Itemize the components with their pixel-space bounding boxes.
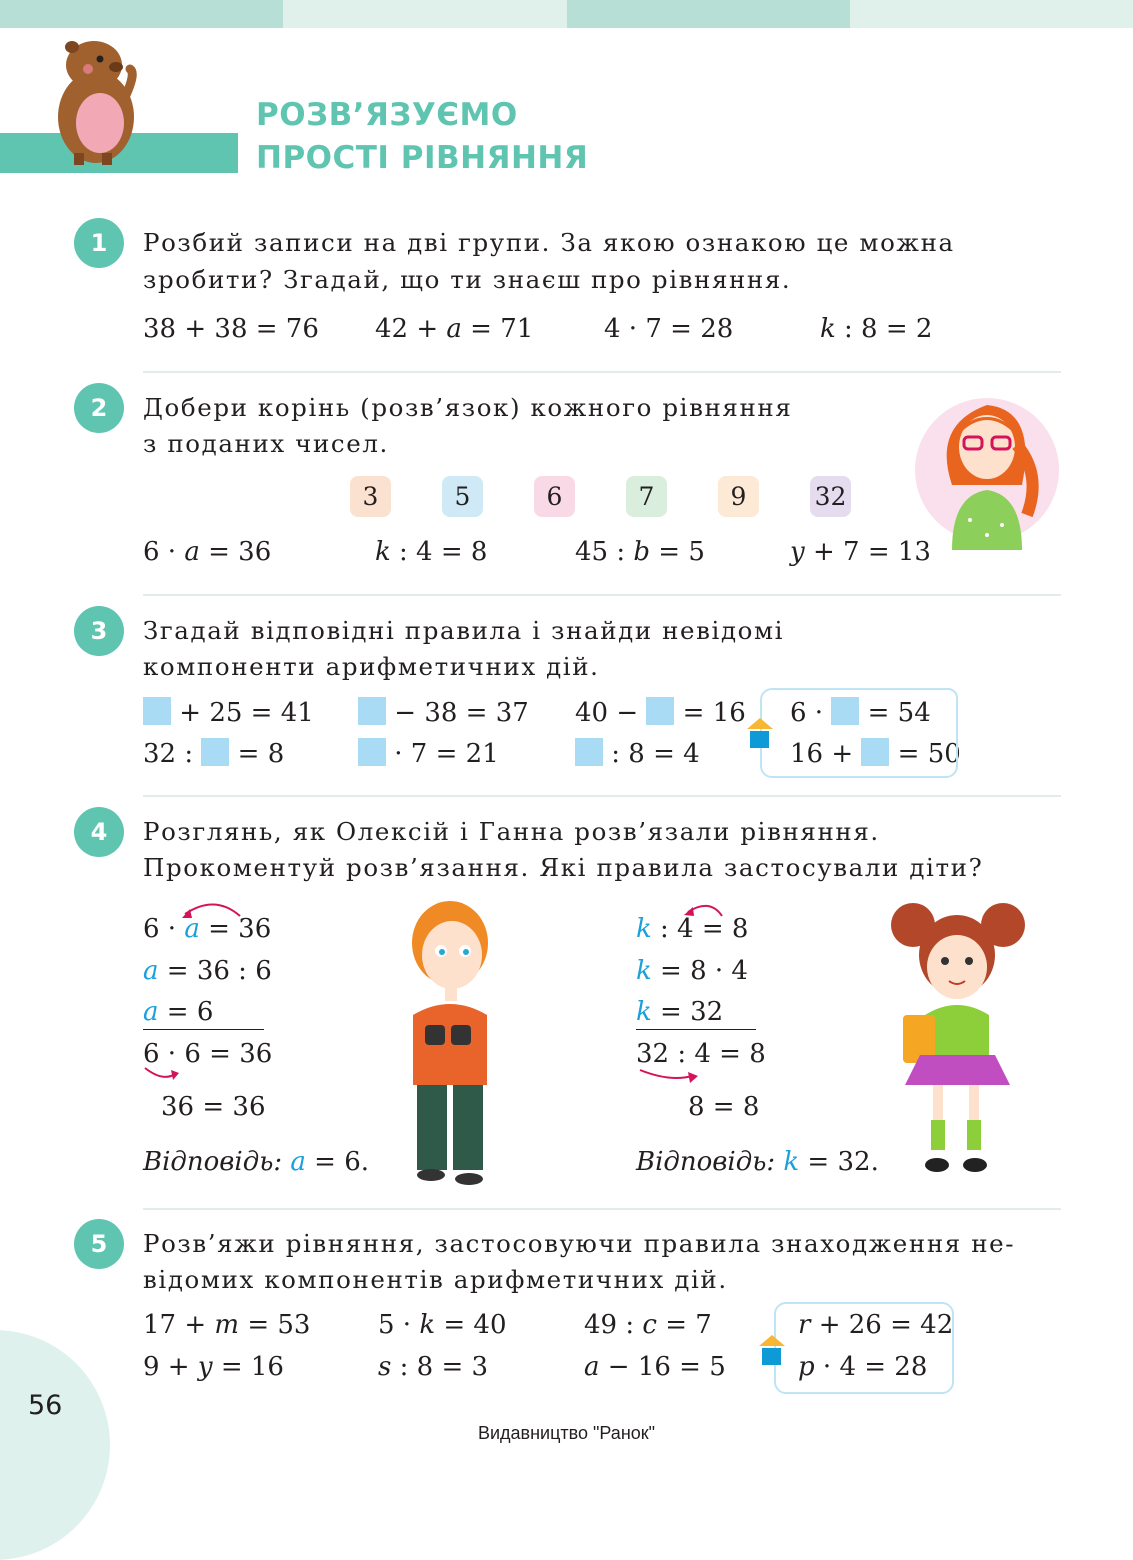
unknown-box[interactable] [646, 697, 674, 725]
task1-text-line2: зробити? Згадай, що ти знаєш про рівняння. [143, 265, 792, 294]
separator [143, 1208, 1061, 1210]
task5-equation: 9 + y = 16 [143, 1352, 284, 1382]
task5-equation: a − 16 = 5 [584, 1352, 726, 1382]
capybara-illustration [48, 35, 140, 167]
root-choice-chip: 9 [718, 476, 759, 517]
right-solution-line-2: k = 8 · 4 [636, 956, 748, 986]
left-solution-result: 36 = 36 [161, 1092, 266, 1122]
difficulty-house-icon [746, 716, 774, 750]
advanced-level-bracket [760, 688, 958, 778]
page-corner-decoration [0, 1330, 110, 1560]
task5-text-line2: відомих компонентів арифметичних дій. [143, 1265, 728, 1294]
page-title-line2: ПРОСТІ РІВНЯННЯ [256, 140, 589, 176]
left-solution-line-3: a = 6 [143, 997, 214, 1027]
separator [143, 594, 1061, 596]
top-bar-segment-4 [850, 0, 1133, 28]
left-solution-line-1: 6 · a = 36 [143, 914, 272, 944]
task5-equation: 17 + m = 53 [143, 1310, 311, 1340]
difficulty-house-icon [758, 1333, 786, 1367]
task3-text-line2: компоненти арифметичних дій. [143, 652, 600, 681]
task5-equation: r + 26 = 42 [798, 1310, 954, 1340]
task2-text-line1: Добери корінь (розв’язок) кожного рівняння [143, 393, 793, 422]
check-divider-line [143, 1029, 264, 1030]
task5-equation: 49 : c = 7 [584, 1310, 712, 1340]
task1-text-line1: Розбий записи на дві групи. За якою ознакою це можна [143, 228, 955, 257]
girl-hanna-illustration [885, 895, 1030, 1185]
task3-text-line1: Згадай відповідні правила і знайди невідомі [143, 616, 785, 645]
right-solution-line-3: k = 32 [636, 997, 724, 1027]
task4-text-line1: Розглянь, як Олексій і Ганна розв’язали рівняння. [143, 817, 880, 846]
task4-text-line2: Прокоментуй розв’язання. Які правила застосували діти? [143, 853, 984, 882]
task2-equation-4: y + 7 = 13 [790, 537, 931, 567]
task5-text-line1: Розв’яжи рівняння, застосовуючи правила знаходження не- [143, 1229, 1016, 1258]
separator [143, 795, 1061, 797]
page-number: 56 [28, 1390, 63, 1421]
check-divider-line [636, 1029, 756, 1030]
unknown-box[interactable] [575, 738, 603, 766]
task3-expression: · 7 = 21 [358, 738, 499, 769]
right-solution-line-1: k : 4 = 8 [636, 914, 749, 944]
task3-expression: 6 · = 54 [790, 698, 931, 728]
root-choice-chip: 32 [810, 476, 851, 517]
left-solution-answer: Відповідь: a = 6. [143, 1147, 370, 1177]
boy-oleksiy-illustration [395, 895, 505, 1190]
root-choice-chip: 6 [534, 476, 575, 517]
task-number-5: 5 [74, 1219, 124, 1269]
top-bar-segment-1 [0, 0, 283, 28]
publisher-footer: Видавництво "Ранок" [477, 1423, 656, 1443]
unknown-box[interactable] [358, 738, 386, 766]
task-number-2: 2 [74, 383, 124, 433]
task5-equation: s : 8 = 3 [378, 1352, 489, 1382]
page-title-line1: РОЗВ’ЯЗУЄМО [256, 97, 518, 133]
task-number-4: 4 [74, 807, 124, 857]
task5-equation: p · 4 = 28 [798, 1352, 928, 1382]
right-solution-check: 32 : 4 = 8 [636, 1039, 766, 1069]
task-number-3: 3 [74, 606, 124, 656]
check-arrow [143, 1064, 193, 1094]
root-choice-chip: 7 [626, 476, 667, 517]
unknown-box[interactable] [201, 738, 229, 766]
task3-expression: − 38 = 37 [358, 697, 529, 728]
task3-expression: 16 + = 50 [790, 739, 961, 769]
task1-record-4: k : 8 = 2 [820, 314, 933, 344]
task2-equation-2: k : 4 = 8 [375, 537, 488, 567]
root-choice-chip: 5 [442, 476, 483, 517]
task3-expression: 40 − = 16 [575, 698, 746, 728]
task2-equation-1: 6 · a = 36 [143, 537, 272, 567]
task5-equation: 5 · k = 40 [378, 1310, 507, 1340]
advanced-level-bracket [774, 1302, 954, 1394]
task1-record-3: 4 · 7 = 28 [604, 314, 734, 344]
root-choice-chip: 3 [350, 476, 391, 517]
top-bar-segment-3 [567, 0, 850, 28]
top-bar-segment-2 [283, 0, 567, 28]
task1-record-1: 38 + 38 = 76 [143, 314, 319, 344]
task-number-1: 1 [74, 218, 124, 268]
task3-expression: : 8 = 4 [575, 738, 700, 769]
task3-expression: + 25 = 41 [143, 697, 314, 728]
right-solution-result: 8 = 8 [688, 1092, 760, 1122]
left-solution-check: 6 · 6 = 36 [143, 1039, 273, 1069]
right-solution-answer: Відповідь: k = 32. [636, 1147, 879, 1177]
separator [143, 371, 1061, 373]
check-arrow [638, 1064, 708, 1094]
unknown-box[interactable] [143, 697, 171, 725]
left-solution-line-2: a = 36 : 6 [143, 956, 272, 986]
unknown-box[interactable] [358, 697, 386, 725]
task2-equation-3: 45 : b = 5 [575, 537, 705, 567]
task3-expression: 32 : = 8 [143, 739, 285, 769]
task1-record-2: 42 + a = 71 [375, 314, 534, 344]
task2-text-line2: з поданих чисел. [143, 429, 389, 458]
girl-with-glasses-illustration [912, 385, 1062, 550]
